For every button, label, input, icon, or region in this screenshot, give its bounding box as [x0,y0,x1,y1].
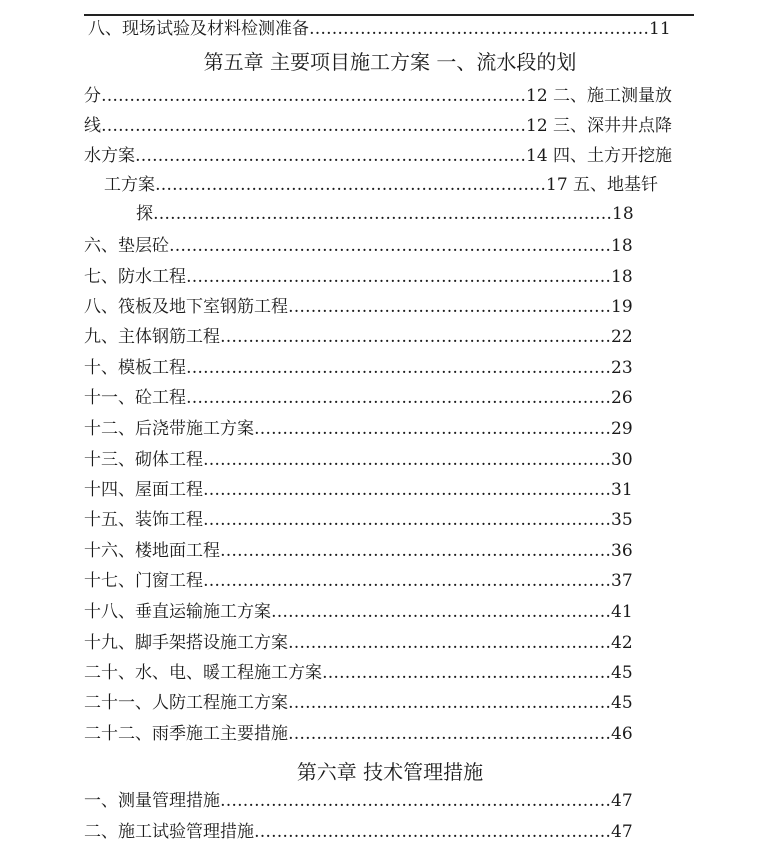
toc-entry[interactable]: 探………………………………………………………………………18 [136,204,634,224]
toc-entry[interactable]: 十七、门窗工程………………………………………………………………37 [84,571,633,591]
toc-entry[interactable]: 十、模板工程…………………………………………………………………23 [84,358,633,378]
toc-entry[interactable]: 八、现场试验及材料检测准备……………………………………………………11 [88,19,671,39]
toc-entry[interactable]: 九、主体钢筋工程……………………………………………………………22 [84,327,633,347]
toc-entry[interactable]: 一、测量管理措施……………………………………………………………47 [84,791,633,811]
toc-entry[interactable]: 六、垫层砼……………………………………………………………………18 [84,236,633,256]
toc-entry[interactable]: 十五、装饰工程………………………………………………………………35 [84,510,633,530]
toc-entry[interactable]: 工方案……………………………………………………………17 五、地基钎 [104,175,659,195]
toc-entry[interactable]: 十三、砌体工程………………………………………………………………30 [84,450,633,470]
toc-entry[interactable]: 二十、水、电、暖工程施工方案……………………………………………45 [84,663,633,683]
toc-entry[interactable]: 十八、垂直运输施工方案……………………………………………………41 [84,602,633,622]
toc-entry[interactable]: 十九、脚手架搭设施工方案…………………………………………………42 [84,633,633,653]
toc-entry[interactable]: 分…………………………………………………………………12 二、施工测量放 [84,86,673,106]
toc-entry[interactable]: 十二、后浇带施工方案………………………………………………………29 [84,419,633,439]
chapter-heading[interactable]: 第六章 技术管理措施 [296,760,484,784]
chapter-heading[interactable]: 第五章 主要项目施工方案 一、流水段的划 [203,50,577,74]
toc-entry[interactable]: 二十二、雨季施工主要措施…………………………………………………46 [84,724,633,744]
toc-entry[interactable]: 十六、楼地面工程……………………………………………………………36 [84,541,633,561]
toc-entry[interactable]: 十四、屋面工程………………………………………………………………31 [84,480,633,500]
toc-entry[interactable]: 七、防水工程…………………………………………………………………18 [84,267,633,287]
toc-entry[interactable]: 二、施工试验管理措施………………………………………………………47 [84,822,633,842]
toc-entry[interactable]: 水方案……………………………………………………………14 四、土方开挖施 [84,146,673,166]
toc-entry[interactable]: 十一、砼工程…………………………………………………………………26 [84,388,633,408]
toc-entry[interactable]: 线…………………………………………………………………12 三、深井井点降 [84,116,673,136]
toc-entry[interactable]: 八、筏板及地下室钢筋工程…………………………………………………19 [84,297,633,317]
toc-entry[interactable]: 二十一、人防工程施工方案…………………………………………………45 [84,693,633,713]
